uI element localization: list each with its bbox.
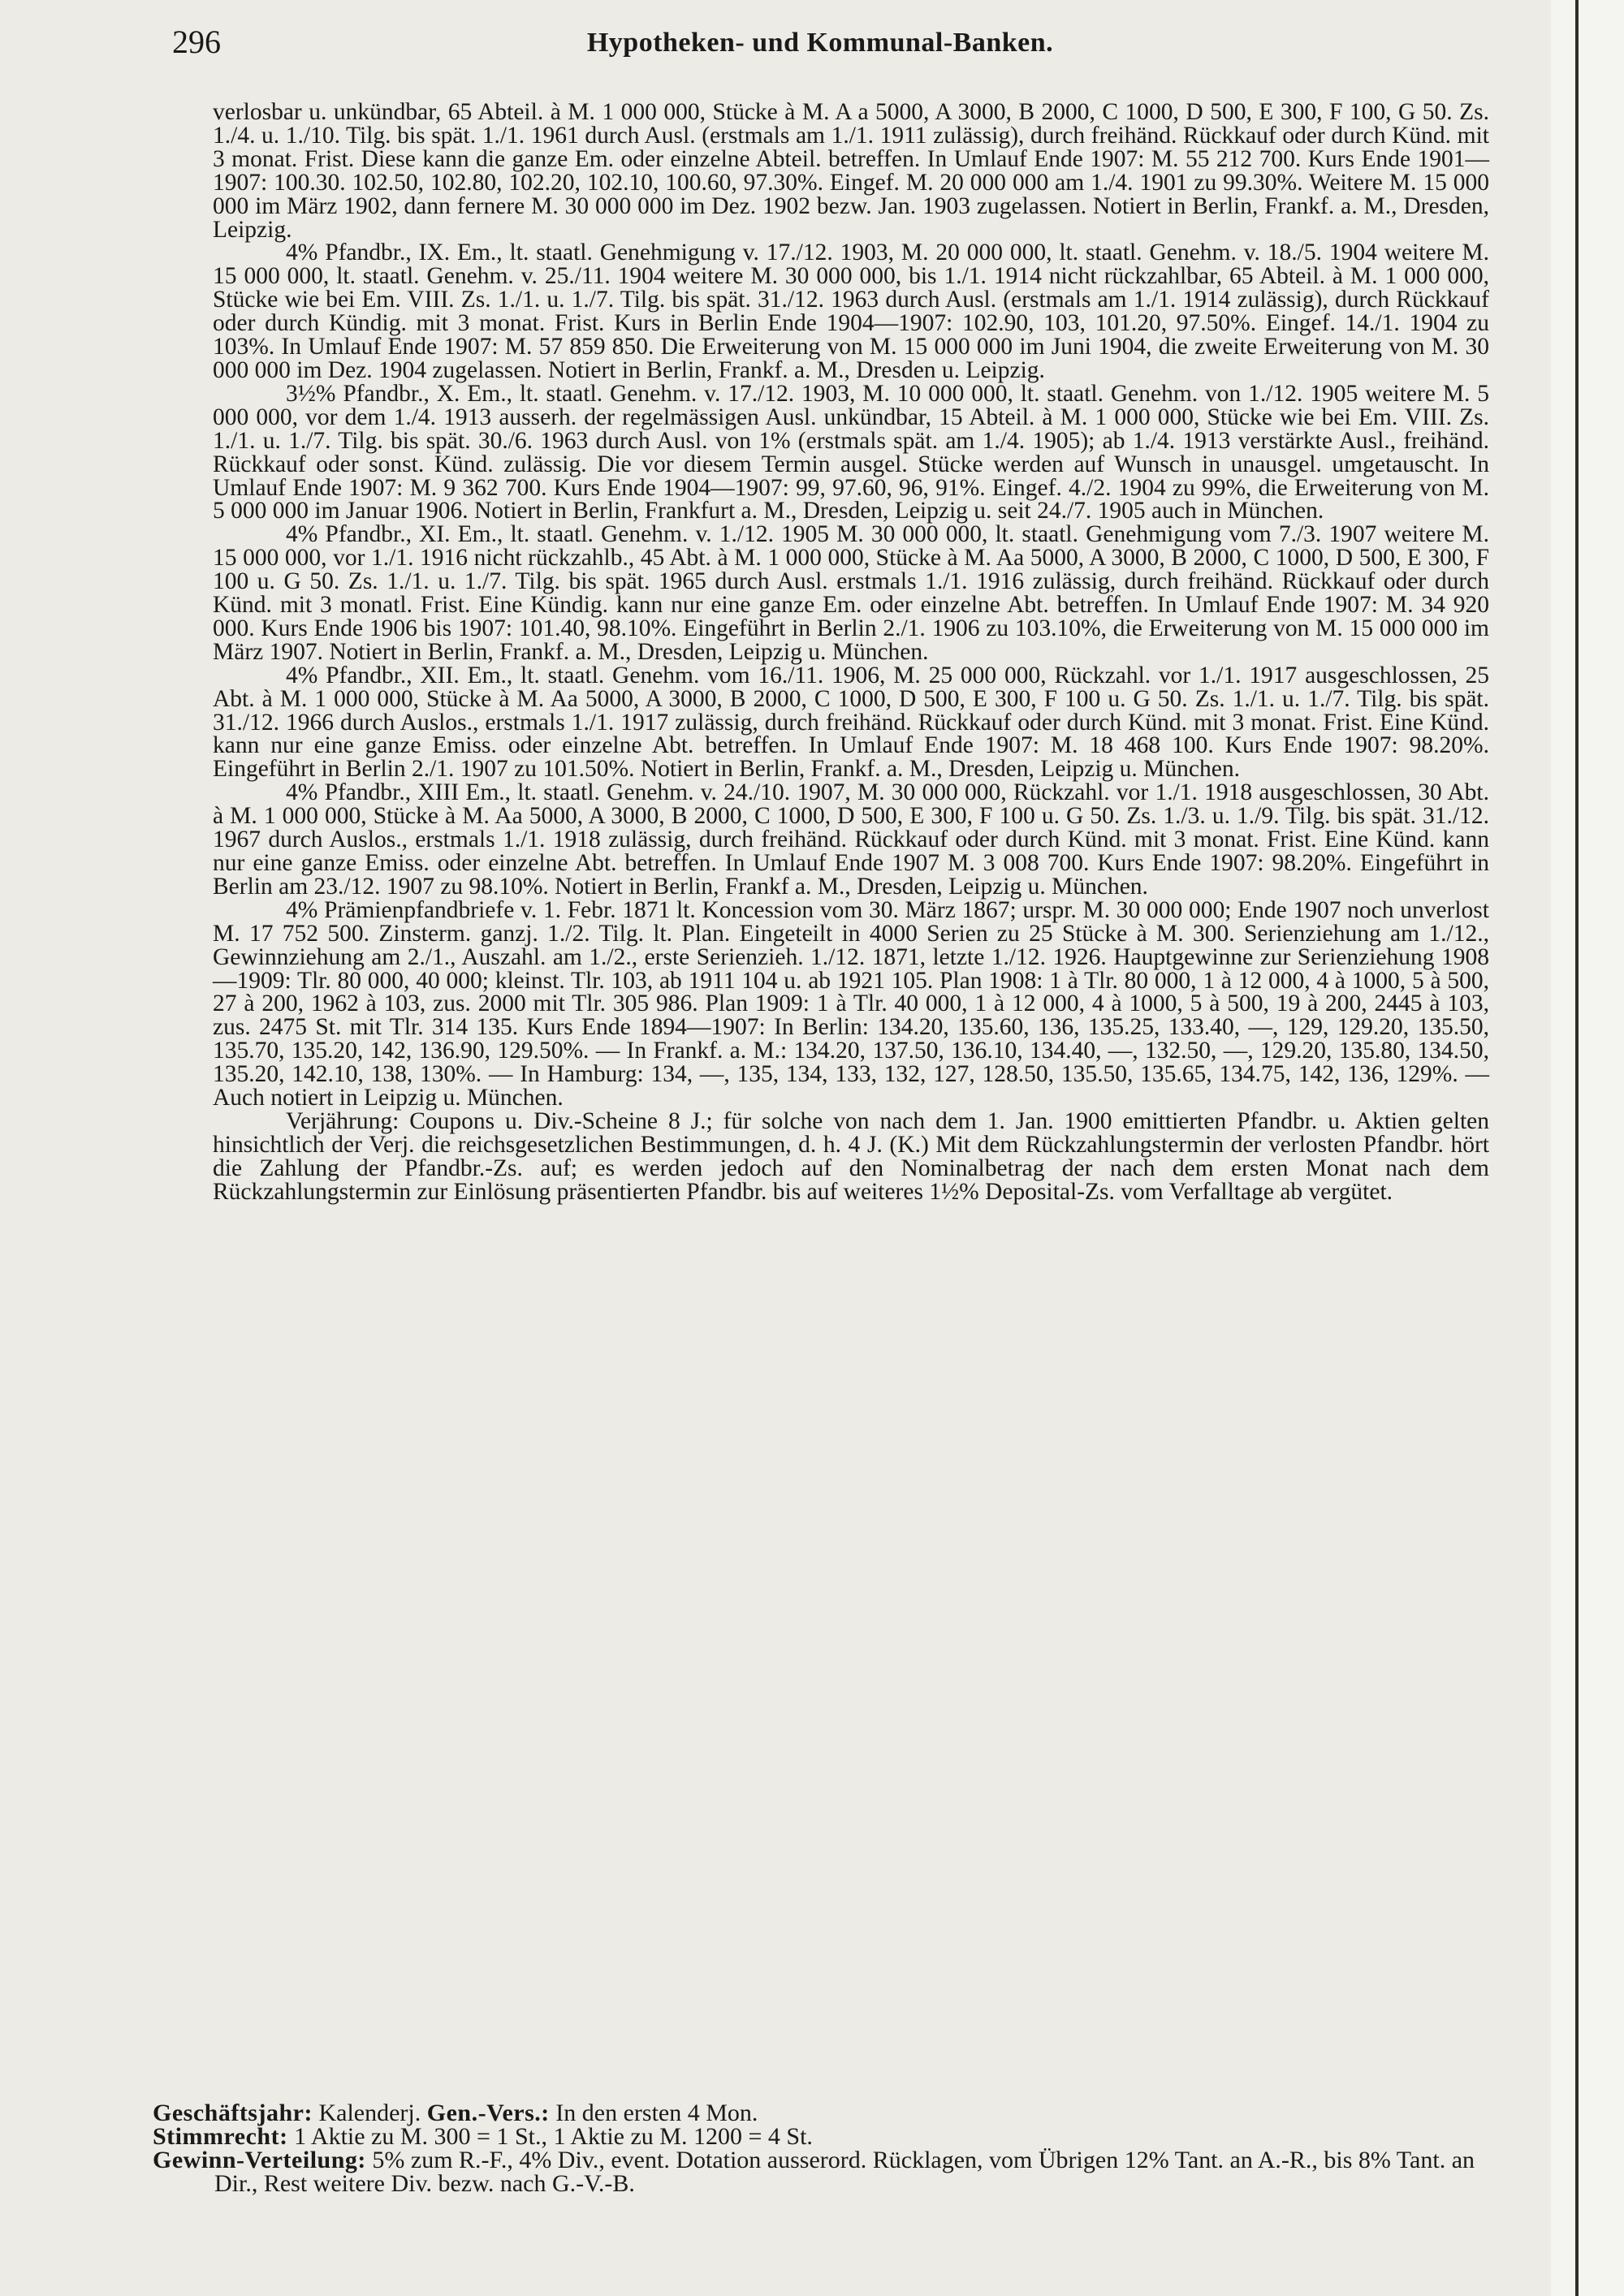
voting-rights-line bbox=[153, 2125, 1489, 2148]
geschaeftsjahr-label: Geschäftsjahr: bbox=[153, 2100, 313, 2126]
page-number: 296 bbox=[172, 24, 221, 60]
running-head: Hypotheken- und Kommunal-Banken. bbox=[586, 28, 1054, 58]
gewinn-label: Gewinn-Verteilung: bbox=[153, 2147, 366, 2173]
genvers-value: In den ersten 4 Mon. bbox=[549, 2100, 758, 2126]
paragraph-verjaehrung: Verjährung: Coupons u. Div.-Scheine 8 J.; für solche von nach dem 1. Jan. 1900 emittierten Pfandbr. u. Aktien gelten hinsichtlich der Verj. die reichsgesetzlichen Bestimmungen, d. h. 4 J. (K.) Mit dem Rückzahlungstermin der verlosten Pfandbr. hört die Zahlung der Pfandbr.-Zs. auf; es werden jedoch auf den Nominalbetrag der nach dem ersten Monat nach dem Rückzahlungstermin zur Einlösung präsentierten Pfandbr. bis auf weiteres 1½% Deposital-Zs. vom Verfalltage ab vergütet. bbox=[213, 1107, 1489, 1205]
paragraph-em-xiii: 4% Pfandbr., XIII Em., lt. staatl. Genehm. v. 24./10. 1907, M. 30 000 000, Rückzahl. vor 1./1. 1918 ausgeschlossen, 30 Abt. à M. 1 000 000, Stücke à M. Aa 5000, A 3000, B 2000, C 1000, D 500, E 300, F 100 u. G 50. Zs. 1./3. u. 1./9. Tilg. bis spät. 31./12. 1967 durch Auslos., erstmals 1./1. 1918 zulässig, durch freihänd. Rückkauf oder durch Künd. mit 3 monat. Frist. Eine Künd. kann nur eine ganze Emiss. oder einzelne Abt. betreffen. In Umlauf Ende 1907 M. 3 008 700. Kurs Ende 1907: 98.20%. Eingeführt in Berlin am 23./12. 1907 zu 98.10%. Notiert in Berlin, Frankf a. M., Dresden, Leipzig u. München. bbox=[213, 779, 1489, 900]
profit-distribution-line bbox=[153, 2148, 1489, 2195]
fiscal-year-line bbox=[153, 2101, 1489, 2125]
page-header bbox=[162, 23, 1478, 63]
paragraph-em-ix: 4% Pfandbr., IX. Em., lt. staatl. Genehmigung v. 17./12. 1903, M. 20 000 000, lt. staatl. Genehm. v. 18./5. 1904 weitere M. 15 000 000, lt. staatl. Genehm. v. 25./11. 1904 weitere M. 30 000 000, bis 1./1. 1914 nicht rückzahlbar, 65 Abteil. à M. 1 000 000, Stücke wie bei Em. VIII. Zs. 1./1. u. 1./7. Tilg. bis spät. 31./12. 1963 durch Ausl. (erstmals am 1./1. 1914 zulässig), durch Rückkauf oder durch Kündig. mit 3 monat. Frist. Kurs in Berlin Ende 1904—1907: 102.90, 103, 101.20, 97.50%. Eingef. 14./1. 1904 zu 103%. In Umlauf Ende 1907: M. 57 859 850. Die Erweiterung von M. 15 000 000 im Juni 1904, die zweite Erweiterung von M. 30 000 000 im Dez. 1904 zugelassen. Notiert in Berlin, Frankf. a. M., Dresden u. Leipzig. bbox=[213, 240, 1489, 383]
genvers-label: Gen.-Vers.: bbox=[426, 2100, 550, 2126]
stimmrecht-label: Stimmrecht: bbox=[153, 2123, 288, 2150]
paragraph-viii-continued: verlosbar u. unkündbar, 65 Abteil. à M. 1 000 000, Stücke à M. A a 5000, A 3000, B 2000, C 1000, D 500, E 300, F 100, G 50. Zs. 1./4. u. 1./10. Tilg. bis spät. 1./1. 1961 durch Ausl. (erstmals am 1./1. 1911 zulässig), durch freihänd. Rückkauf oder durch Künd. mit 3 monat. Frist. Diese kann die ganze Em. oder einzelne Abteil. betreffen. In Umlauf Ende 1907: M. 55 212 700. Kurs Ende 1901—1907: 100.30. 102.50, 102.80, 102.20, 102.10, 100.60, 97.30%. Eingef. M. 20 000 000 am 1./4. 1901 zu 99.30%. Weitere M. 15 000 000 im März 1902, dann fernere M. 30 000 000 im Dez. 1902 bezw. Jan. 1903 zugelassen. Notiert in Berlin, Frankf. a. M., Dresden, Leipzig. bbox=[213, 99, 1489, 243]
company-facts bbox=[153, 2101, 1489, 2195]
paragraph-praemienpfandbriefe: 4% Prämienpfandbriefe v. 1. Febr. 1871 lt. Koncession vom 30. März 1867; urspr. M. 30 000 000; Ende 1907 noch unverlost M. 17 752 500. Zinsterm. ganzj. 1./2. Tilg. lt. Plan. Eingeteilt in 4000 Serien zu 25 Stücke à M. 300. Serienziehung am 1./12., Gewinnziehung am 2./1., Auszahl. am 1./2., erste Serienzieh. 1./12. 1871, letzte 1./12. 1926. Hauptgewinne zur Serienziehung 1908—1909: Tlr. 80 000, 40 000; kleinst. Tlr. 103, ab 1911 104 u. ab 1921 105. Plan 1908: 1 à Tlr. 80 000, 1 à 12 000, 4 à 1000, 5 à 500, 27 à 200, 1962 à 103, zus. 2000 mit Tlr. 305 986. Plan 1909: 1 à Tlr. 40 000, 1 à 12 000, 4 à 1000, 5 à 500, 19 à 200, 2445 à 103, zus. 2475 St. mit Tlr. 314 135. Kurs Ende 1894—1907: In Berlin: 134.20, 135.60, 136, 135.25, 133.40, —, 129, 129.20, 135.50, 135.70, 135.20, 142, 136.90, 129.50%. — In Frankf. a. M.: 134.20, 137.50, 136.10, 134.40, —, 132.50, —, 129.20, 135.80, 134.50, 135.20, 142.10, 138, 130%. — In Hamburg: 134, —, 135, 134, 133, 132, 127, 128.50, 135.50, 135.65, 134.75, 142, 136, 129%. — Auch notiert in Leipzig u. München. bbox=[213, 896, 1489, 1111]
main-text bbox=[213, 101, 1489, 1204]
stimmrecht-value: 1 Aktie zu M. 300 = 1 St., 1 Aktie zu M. 1200 = 4 St. bbox=[287, 2123, 813, 2150]
paragraph-em-xii: 4% Pfandbr., XII. Em., lt. staatl. Genehm. vom 16./11. 1906, M. 25 000 000, Rückzahl. vor 1./1. 1917 ausgeschlossen, 25 Abt. à M. 1 000 000, Stücke à M. Aa 5000, A 3000, B 2000, C 1000, D 500, E 300, F 100 u. G 50. Zs. 1./1. u. 1./7. Tilg. bis spät. 31./12. 1966 durch Auslos., erstmals 1./1. 1917 zulässig, durch freihänd. Rückkauf oder durch Künd. mit 3 monat. Frist. Eine Künd. kann nur eine ganze Emiss. oder einzelne Abt. betreffen. In Umlauf Ende 1907: M. 18 468 100. Kurs Ende 1907: 98.20%. Eingeführt in Berlin 2./1. 1907 zu 101.50%. Notiert in Berlin, Frankf. a. M., Dresden, Leipzig u. München. bbox=[213, 662, 1489, 783]
geschaeftsjahr-value: Kalenderj. bbox=[312, 2100, 427, 2126]
binding-shadow bbox=[1575, 0, 1579, 2296]
paragraph-em-xi: 4% Pfandbr., XI. Em., lt. staatl. Genehm. v. 1./12. 1905 M. 30 000 000, lt. staatl. Genehmigung vom 7./3. 1907 weitere M. 15 000 000, vor 1./1. 1916 nicht rückzahlb., 45 Abt. à M. 1 000 000, Stücke à M. Aa 5000, A 3000, B 2000, C 1000, D 500, E 300, F 100 u. G 50. Zs. 1./1. u. 1./7. Tilg. bis spät. 1965 durch Ausl. erstmals 1./1. 1916 zulässig, durch freihänd. Rückkauf oder durch Künd. mit 3 monatl. Frist. Eine Kündig. kann nur eine ganze Em. oder einzelne Abt. betreffen. In Umlauf Ende 1907: M. 34 920 000. Kurs Ende 1906 bis 1907: 101.40, 98.10%. Eingeführt in Berlin 2./1. 1906 zu 103.10%, die Erweiterung von M. 15 000 000 im März 1907. Notiert in Berlin, Frankf. a. M., Dresden, Leipzig u. München. bbox=[213, 521, 1489, 665]
adjacent-page-edge bbox=[1551, 0, 1624, 2296]
gewinn-value: 5% zum R.-F., 4% Div., event. Dotation ausserord. Rücklagen, vom Übrigen 12% Tant. an A.-R., bis 8% Tant. an Dir., Rest weitere Div. bezw. nach G.-V.-B. bbox=[214, 2147, 1475, 2197]
paragraph-em-x: 3½% Pfandbr., X. Em., lt. staatl. Genehm. v. 17./12. 1903, M. 10 000 000, lt. staatl. Genehm. von 1./12. 1905 weitere M. 5 000 000, vor dem 1./4. 1913 ausserh. der regelmässigen Ausl. unkündbar, 15 Abteil. à M. 1 000 000, Stücke wie bei Em. VIII. Zs. 1./1. u. 1./7. Tilg. bis spät. 30./6. 1963 durch Ausl. von 1% (erstmals spät. am 1./4. 1905); ab 1./4. 1913 verstärkte Ausl., freihänd. Rückkauf oder sonst. Künd. zulässig. Die vor diesem Termin ausgel. Stücke werden auf Wunsch in unausgel. umgetauscht. In Umlauf Ende 1907: M. 9 362 700. Kurs Ende 1904—1907: 99, 97.60, 96, 91%. Eingef. 4./2. 1904 zu 99%, die Erweiterung von M. 5 000 000 im Januar 1906. Notiert in Berlin, Frankfurt a. M., Dresden, Leipzig u. seit 24./7. 1905 auch in München. bbox=[213, 380, 1489, 524]
